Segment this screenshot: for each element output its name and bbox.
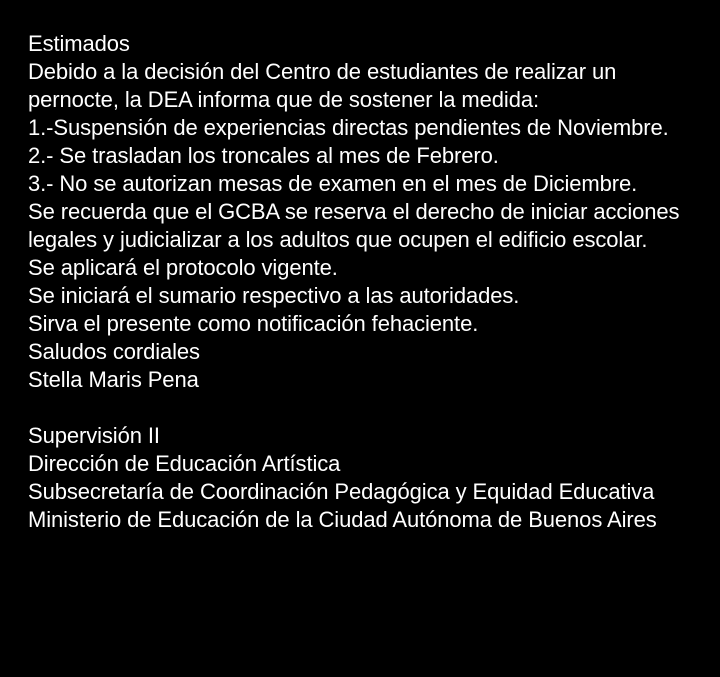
- intro-paragraph: Debido a la decisión del Centro de estudiantes de realizar un pernocte, la DEA informa que de sostener la medida:: [28, 59, 617, 112]
- summary-note: Se iniciará el sumario respectivo a las autoridades.: [28, 283, 520, 308]
- measure-2: 2.- Se trasladan los troncales al mes de Febrero.: [28, 143, 499, 168]
- notification-note: Sirva el presente como notificación fehaciente.: [28, 311, 479, 336]
- measure-1: 1.-Suspensión de experiencias directas pendientes de Noviembre.: [28, 115, 669, 140]
- closing: Saludos cordiales: [28, 339, 200, 364]
- legal-warning: Se recuerda que el GCBA se reserva el derecho de iniciar acciones legales y judicializar a los adultos que ocupen el edificio escolar.: [28, 199, 680, 252]
- measure-3: 3.- No se autorizan mesas de examen en el mes de Diciembre.: [28, 171, 638, 196]
- greeting: Estimados: [28, 31, 130, 56]
- signature-office: Supervisión II: [28, 423, 160, 448]
- signature-subsecretariat: Subsecretaría de Coordinación Pedagógica y Equidad Educativa: [28, 479, 655, 504]
- protocol-note: Se aplicará el protocolo vigente.: [28, 255, 338, 280]
- sender-name: Stella Maris Pena: [28, 367, 199, 392]
- message-text: [28, 30, 708, 534]
- signature-ministry: Ministerio de Educación de la Ciudad Autónoma de Buenos Aires: [28, 507, 657, 532]
- blank-line: [28, 394, 708, 422]
- signature-direction: Dirección de Educación Artística: [28, 451, 341, 476]
